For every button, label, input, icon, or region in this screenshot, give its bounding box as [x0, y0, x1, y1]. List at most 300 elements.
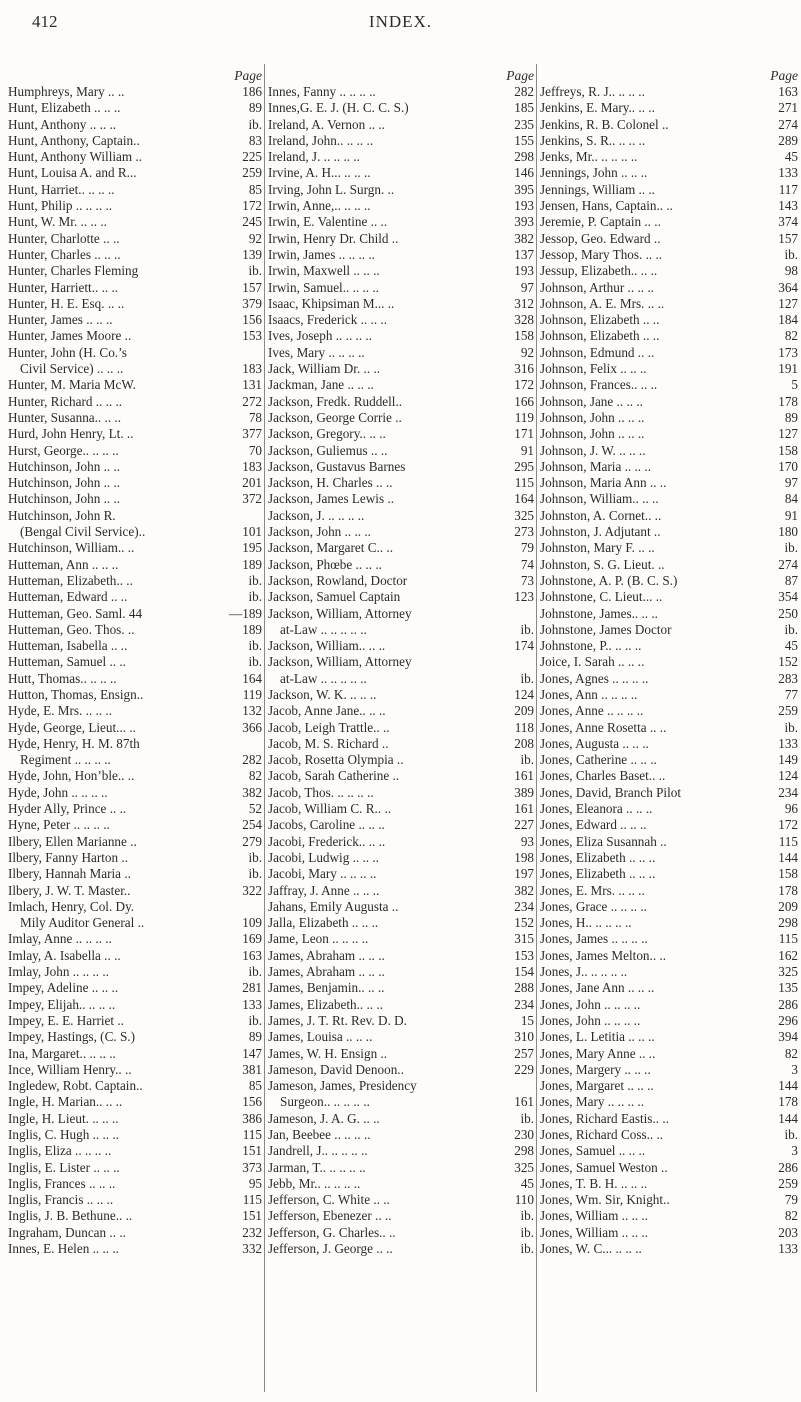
index-entry — [268, 394, 534, 410]
entry-name: Johnston, S. G. Lieut. .. — [540, 556, 665, 572]
entry-name: Jones, Elizabeth .. .. .. — [540, 866, 656, 882]
entry-name: Jackson, William, Attorney — [268, 654, 412, 670]
index-entry — [268, 182, 534, 198]
index-entry — [268, 165, 534, 181]
entry-name: Johnstone, C. Lieut... .. — [540, 589, 663, 605]
entry-name: Johnston, J. Adjutant .. — [540, 524, 661, 540]
entry-name: Irwin, Henry Dr. Child .. — [268, 230, 399, 246]
index-entry — [8, 883, 262, 899]
index-entry — [268, 1241, 534, 1257]
entry-page: 172 — [242, 198, 262, 214]
entry-page: 143 — [778, 198, 798, 214]
index-entry — [8, 100, 262, 116]
index-entry — [540, 345, 798, 361]
index-entry — [8, 443, 262, 459]
entry-page: 144 — [778, 1078, 798, 1094]
entry-name: James, Louisa .. .. .. — [268, 1029, 373, 1045]
entry-name: Jackson, Samuel Captain — [268, 589, 401, 605]
entry-name: Jessop, Mary Thos. .. .. — [540, 246, 663, 262]
index-entry — [268, 768, 534, 784]
index-entry — [8, 997, 262, 1013]
entry-page: 79 — [520, 540, 534, 556]
entry-name: Hutchinson, John .. .. — [8, 458, 121, 474]
index-entry — [540, 948, 798, 964]
entry-name: Jessop, Geo. Edward .. — [540, 230, 661, 246]
entry-name: Johnson, Elizabeth .. .. — [540, 328, 660, 344]
entry-page: 281 — [242, 980, 262, 996]
entry-page: 312 — [514, 295, 534, 311]
entry-name: Jarman, T.. .. .. .. .. — [268, 1159, 366, 1175]
entry-page: 115 — [242, 1192, 262, 1208]
entry-name: Jacob, Sarah Catherine .. — [268, 768, 400, 784]
entry-name: Jacobi, Ludwig .. .. .. — [268, 849, 379, 865]
index-entry — [268, 475, 534, 491]
entry-page — [531, 654, 534, 670]
index-entry — [540, 100, 798, 116]
entry-name: Jackson, J. .. .. .. .. — [268, 507, 365, 523]
entry-name: Jacob, Thos. .. .. .. .. — [268, 784, 374, 800]
index-entry — [8, 410, 262, 426]
entry-name: Jacob, Rosetta Olympia .. — [268, 752, 404, 768]
index-entry — [8, 149, 262, 165]
index-entry — [540, 850, 798, 866]
entry-name: Jennings, William .. .. — [540, 181, 655, 197]
index-entry — [540, 1127, 798, 1143]
entry-page: 131 — [242, 377, 262, 393]
entry-name: Jenkins, E. Mary.. .. .. — [540, 100, 655, 116]
entry-name: at-Law .. .. .. .. .. — [280, 670, 367, 686]
index-entry — [8, 638, 262, 654]
index-entry — [8, 1046, 262, 1062]
index-entry — [268, 1176, 534, 1192]
index-entry — [540, 182, 798, 198]
index-entry — [268, 752, 534, 768]
index-entry — [268, 361, 534, 377]
index-entry — [8, 573, 262, 589]
index-entry — [8, 182, 262, 198]
entry-page: 123 — [514, 589, 534, 605]
entry-name: Jackson, William.. .. .. — [268, 638, 386, 654]
entry-name: Hutchinson, William.. .. — [8, 540, 135, 556]
entry-page: 325 — [514, 507, 534, 523]
entry-page: 158 — [514, 328, 534, 344]
entry-name: Impey, Adeline .. .. .. — [8, 980, 119, 996]
entry-page: 82 — [248, 768, 262, 784]
index-entry — [8, 866, 262, 882]
entry-name: Jandrell, J.. .. .. .. .. — [268, 1143, 368, 1159]
entry-name: Imlach, Henry, Col. Dy. — [8, 898, 135, 914]
entry-page: 89 — [784, 409, 798, 425]
entry-page: 158 — [778, 866, 798, 882]
entry-page: 98 — [784, 263, 798, 279]
index-entry — [8, 606, 262, 622]
entry-name: James, W. H. Ensign .. — [268, 1045, 388, 1061]
entry-page: 157 — [242, 279, 262, 295]
index-entry — [268, 508, 534, 524]
index-entry — [8, 1111, 262, 1127]
index-entry — [540, 1192, 798, 1208]
index-entry — [540, 785, 798, 801]
entry-page: 298 — [514, 149, 534, 165]
entry-name: Johnson, William.. .. .. — [540, 491, 659, 507]
entry-name: Hunt, Anthony William .. — [8, 149, 143, 165]
index-entry — [8, 345, 262, 361]
entry-page: 169 — [242, 931, 262, 947]
index-entry — [268, 117, 534, 133]
entry-page: 82 — [784, 328, 798, 344]
entry-page: 227 — [514, 817, 534, 833]
index-entry — [8, 736, 262, 752]
entry-name: Jacob, Anne Jane.. .. .. — [268, 703, 386, 719]
entry-name: Irwin, James .. .. .. .. — [268, 246, 375, 262]
index-entry — [268, 915, 534, 931]
entry-page: 163 — [242, 947, 262, 963]
entry-page: ib. — [520, 1110, 534, 1126]
index-entry — [8, 768, 262, 784]
index-entry — [8, 198, 262, 214]
index-entry — [8, 948, 262, 964]
entry-page: 135 — [778, 980, 798, 996]
entry-name: Irwin, Samuel.. .. .. .. — [268, 279, 379, 295]
index-entry — [8, 231, 262, 247]
entry-page: 133 — [778, 1241, 798, 1257]
entry-name: Jones, W. C... .. .. .. — [540, 1241, 642, 1257]
entry-name: Hutteman, Elizabeth.. .. — [8, 572, 133, 588]
entry-name: Hunter, Harriett.. .. .. — [8, 279, 119, 295]
index-entry — [540, 280, 798, 296]
entry-page: ib. — [784, 719, 798, 735]
entry-name: Johnson, Frances.. .. .. — [540, 377, 658, 393]
index-entry — [8, 296, 262, 312]
index-entry — [8, 491, 262, 507]
entry-page: 151 — [242, 1208, 262, 1224]
entry-name: Jacobi, Frederick.. .. .. — [268, 833, 386, 849]
column-divider — [264, 64, 265, 1392]
index-entry — [268, 247, 534, 263]
entry-name: Jessup, Elizabeth.. .. .. — [540, 263, 658, 279]
entry-name: Johnson, Edmund .. .. — [540, 344, 655, 360]
entry-name: Jones, Edward .. .. .. — [540, 817, 647, 833]
index-entry — [540, 638, 798, 654]
index-entry — [8, 931, 262, 947]
entry-name: Johnson, Elizabeth .. .. — [540, 312, 660, 328]
index-entry — [268, 231, 534, 247]
entry-page: 178 — [778, 393, 798, 409]
index-entry — [540, 1094, 798, 1110]
index-entry — [268, 866, 534, 882]
entry-name: Jones, Catherine .. .. .. — [540, 752, 657, 768]
entry-page: 322 — [242, 882, 262, 898]
entry-page: 286 — [778, 996, 798, 1012]
entry-name: Ireland, J. .. .. .. .. — [268, 149, 360, 165]
entry-name: Jeffreys, R. J.. .. .. .. — [540, 84, 645, 99]
index-entry — [540, 524, 798, 540]
entry-name: Hunt, Philip .. .. .. .. — [8, 198, 113, 214]
entry-name: Jones, Mary .. .. .. .. — [540, 1094, 645, 1110]
index-entry — [540, 768, 798, 784]
entry-page: 394 — [778, 1029, 798, 1045]
index-entry — [540, 720, 798, 736]
entry-page: 161 — [514, 768, 534, 784]
entry-name: Ilbery, Ellen Marianne .. — [8, 833, 137, 849]
entry-page: 208 — [514, 735, 534, 751]
index-entry — [268, 1143, 534, 1159]
entry-name: Hutteman, Edward .. .. — [8, 589, 128, 605]
page-column-heading: Page — [506, 68, 534, 83]
index-entry — [8, 361, 262, 377]
entry-page: 193 — [514, 198, 534, 214]
index-entry — [268, 1160, 534, 1176]
entry-page: 84 — [784, 491, 798, 507]
entry-page: 386 — [242, 1110, 262, 1126]
entry-name: James, Benjamin.. .. .. — [268, 980, 385, 996]
entry-name: Jameson, David Denoon.. — [268, 1061, 404, 1077]
entry-page: 152 — [778, 654, 798, 670]
index-entry — [268, 214, 534, 230]
index-entry — [540, 834, 798, 850]
index-entry — [540, 980, 798, 996]
index-entry — [8, 589, 262, 605]
entry-page: 254 — [242, 817, 262, 833]
index-entry — [540, 312, 798, 328]
entry-page: 379 — [242, 295, 262, 311]
entry-page: 174 — [514, 638, 534, 654]
index-entry — [540, 247, 798, 263]
entry-name: Jones, James Melton.. .. — [540, 947, 667, 963]
entry-name: Jones, Ann .. .. .. .. — [540, 686, 638, 702]
entry-page: 395 — [514, 181, 534, 197]
entry-name: Jackson, Fredk. Ruddell.. — [268, 393, 403, 409]
index-entry — [268, 524, 534, 540]
entry-page: 144 — [778, 1110, 798, 1126]
entry-name: Johnson, Jane .. .. .. — [540, 393, 643, 409]
entry-page: ib. — [520, 670, 534, 686]
entry-page: 146 — [514, 165, 534, 181]
entry-name: Jackson, John .. .. .. — [268, 524, 371, 540]
entry-page: 234 — [514, 898, 534, 914]
index-entry — [8, 557, 262, 573]
entry-name: Ives, Joseph .. .. .. .. — [268, 328, 373, 344]
entry-page: 109 — [242, 915, 262, 931]
entry-name: Hutteman, Geo. Thos. .. — [8, 621, 135, 637]
entry-name: Johnson, John .. .. .. — [540, 409, 645, 425]
entry-page: 189 — [242, 556, 262, 572]
index-entry — [268, 1094, 534, 1110]
entry-page: 5 — [791, 377, 798, 393]
entry-page: 186 — [242, 84, 262, 99]
entry-page: 101 — [242, 524, 262, 540]
entry-name: Hutteman, Samuel .. .. — [8, 654, 126, 670]
entry-name: Jensen, Hans, Captain.. .. — [540, 198, 673, 214]
index-entry — [540, 1143, 798, 1159]
index-entry — [268, 654, 534, 670]
index-entry — [8, 263, 262, 279]
entry-page: 156 — [242, 1094, 262, 1110]
index-entry — [8, 214, 262, 230]
entry-page: 162 — [778, 947, 798, 963]
index-entry — [540, 84, 798, 100]
index-entry — [8, 426, 262, 442]
index-entry — [540, 149, 798, 165]
entry-page: 164 — [242, 670, 262, 686]
index-entry — [540, 508, 798, 524]
index-entry — [8, 622, 262, 638]
entry-page: 282 — [242, 752, 262, 768]
index-entry — [8, 654, 262, 670]
entry-page: 137 — [514, 246, 534, 262]
entry-page: 82 — [784, 1208, 798, 1224]
entry-page: ib. — [248, 654, 262, 670]
entry-name: Ireland, A. Vernon .. .. — [268, 116, 385, 132]
entry-page: 373 — [242, 1159, 262, 1175]
entry-name: Jones, Margery .. .. .. — [540, 1061, 651, 1077]
entry-page: 166 — [514, 393, 534, 409]
index-entry — [540, 883, 798, 899]
entry-page: ib. — [248, 964, 262, 980]
entry-page: 273 — [514, 524, 534, 540]
entry-name: Impey, Hastings, (C. S.) — [8, 1029, 135, 1045]
entry-name: Hunter, Richard .. .. .. — [8, 393, 123, 409]
index-entry — [8, 1160, 262, 1176]
index-entry — [540, 296, 798, 312]
entry-page: 282 — [514, 84, 534, 99]
index-entry — [268, 736, 534, 752]
entry-name: Innes, Fanny .. .. .. .. — [268, 84, 376, 99]
index-entry — [8, 1176, 262, 1192]
entry-page: 149 — [778, 752, 798, 768]
index-entry — [8, 1029, 262, 1045]
index-entry — [540, 540, 798, 556]
entry-page: 315 — [514, 931, 534, 947]
entry-name: Impey, E. E. Harriet .. — [8, 1012, 124, 1028]
index-entry — [268, 899, 534, 915]
entry-name: Jebb, Mr.. .. .. .. .. — [268, 1175, 361, 1191]
entry-page: 161 — [514, 1094, 534, 1110]
entry-page: 78 — [248, 409, 262, 425]
index-entry — [268, 426, 534, 442]
entry-name: Jones, Jane Ann .. .. .. — [540, 980, 655, 996]
index-entry — [268, 312, 534, 328]
entry-name: Mily Auditor General .. — [20, 915, 145, 931]
entry-page: 171 — [514, 426, 534, 442]
entry-name: Irvine, A. H... .. .. .. — [268, 165, 371, 181]
index-entry — [540, 752, 798, 768]
page-column-heading: Page — [234, 68, 262, 83]
index-entry — [268, 703, 534, 719]
entry-page: 245 — [242, 214, 262, 230]
entry-page: 259 — [778, 1175, 798, 1191]
index-entry — [268, 834, 534, 850]
entry-page: 178 — [778, 1094, 798, 1110]
entry-name: Johnson, Arthur .. .. .. — [540, 279, 654, 295]
page-number: 412 — [32, 12, 58, 31]
entry-page: 96 — [784, 801, 798, 817]
entry-name: Jones, Eliza Susannah .. — [540, 833, 667, 849]
index-entry — [8, 280, 262, 296]
entry-name: Hunter, James Moore .. — [8, 328, 132, 344]
entry-name: Johnson, Maria Ann .. .. — [540, 475, 667, 491]
entry-name: Jones, L. Letitia .. .. .. — [540, 1029, 655, 1045]
entry-name: Jefferson, Ebenezer .. .. — [268, 1208, 392, 1224]
index-entry — [8, 785, 262, 801]
entry-name: Ilbery, J. W. T. Master.. — [8, 882, 131, 898]
entry-page: 172 — [514, 377, 534, 393]
entry-page: 170 — [778, 458, 798, 474]
index-entry — [540, 377, 798, 393]
entry-name: Jefferson, C. White .. .. — [268, 1192, 390, 1208]
entry-name: Johnstone, James Doctor — [540, 621, 672, 637]
index-entry — [540, 459, 798, 475]
entry-page: 310 — [514, 1029, 534, 1045]
entry-name: Ingledew, Robt. Captain.. — [8, 1078, 143, 1094]
entry-name: Hyne, Peter .. .. .. .. — [8, 817, 110, 833]
entry-name: Jennings, John .. .. .. — [540, 165, 648, 181]
entry-page: 354 — [778, 589, 798, 605]
entry-page: 325 — [778, 964, 798, 980]
entry-name: Hutteman, Geo. Saml. 44 — [8, 605, 143, 621]
entry-name: Johnson, A. E. Mrs. .. .. — [540, 295, 665, 311]
index-entry — [540, 964, 798, 980]
entry-page: 92 — [248, 230, 262, 246]
index-entry — [268, 1046, 534, 1062]
entry-page: 184 — [778, 312, 798, 328]
entry-name: Jones, Charles Baset.. .. — [540, 768, 666, 784]
entry-name: Hyde, E. Mrs. .. .. .. — [8, 703, 113, 719]
index-entry — [268, 296, 534, 312]
index-entry — [268, 100, 534, 116]
index-entry — [268, 817, 534, 833]
index-entry — [8, 1241, 262, 1257]
entry-page: ib. — [784, 1127, 798, 1142]
index-entry — [8, 720, 262, 736]
entry-name: Jame, Leon .. .. .. .. — [268, 931, 369, 947]
index-entry — [540, 1013, 798, 1029]
entry-page: 93 — [520, 833, 534, 849]
entry-name: Irving, John L. Surgn. .. — [268, 181, 395, 197]
page-column-heading: Page — [770, 68, 798, 83]
index-entry — [540, 165, 798, 181]
index-entry — [540, 1111, 798, 1127]
entry-name: Jan, Beebee .. .. .. .. — [268, 1127, 371, 1142]
entry-page: 173 — [778, 344, 798, 360]
index-entry — [8, 703, 262, 719]
index-entry — [540, 1160, 798, 1176]
entry-name: Jones, J.. .. .. .. .. — [540, 964, 628, 980]
entry-page: 230 — [514, 1127, 534, 1142]
index-entry — [8, 475, 262, 491]
index-entry — [540, 703, 798, 719]
index-entry — [540, 328, 798, 344]
entry-page: 193 — [514, 263, 534, 279]
index-entry — [268, 410, 534, 426]
entry-page: 151 — [242, 1143, 262, 1159]
entry-page: 115 — [242, 1127, 262, 1142]
index-entry — [268, 1192, 534, 1208]
entry-name: Inglis, Eliza .. .. .. .. — [8, 1143, 112, 1159]
index-entry — [8, 508, 262, 524]
entry-name: Jackson, W. K. .. .. .. — [268, 686, 377, 702]
entry-name: Jackman, Jane .. .. .. — [268, 377, 374, 393]
entry-name: Imlay, A. Isabella .. .. — [8, 947, 121, 963]
index-entry — [8, 1013, 262, 1029]
entry-page: 377 — [242, 426, 262, 442]
index-entry — [540, 394, 798, 410]
index-entry — [8, 1192, 262, 1208]
index-column-3 — [540, 68, 798, 1257]
entry-name: Jones, John .. .. .. .. — [540, 996, 641, 1012]
index-entry — [8, 1062, 262, 1078]
entry-name: Hutchinson, John R. — [8, 507, 116, 523]
